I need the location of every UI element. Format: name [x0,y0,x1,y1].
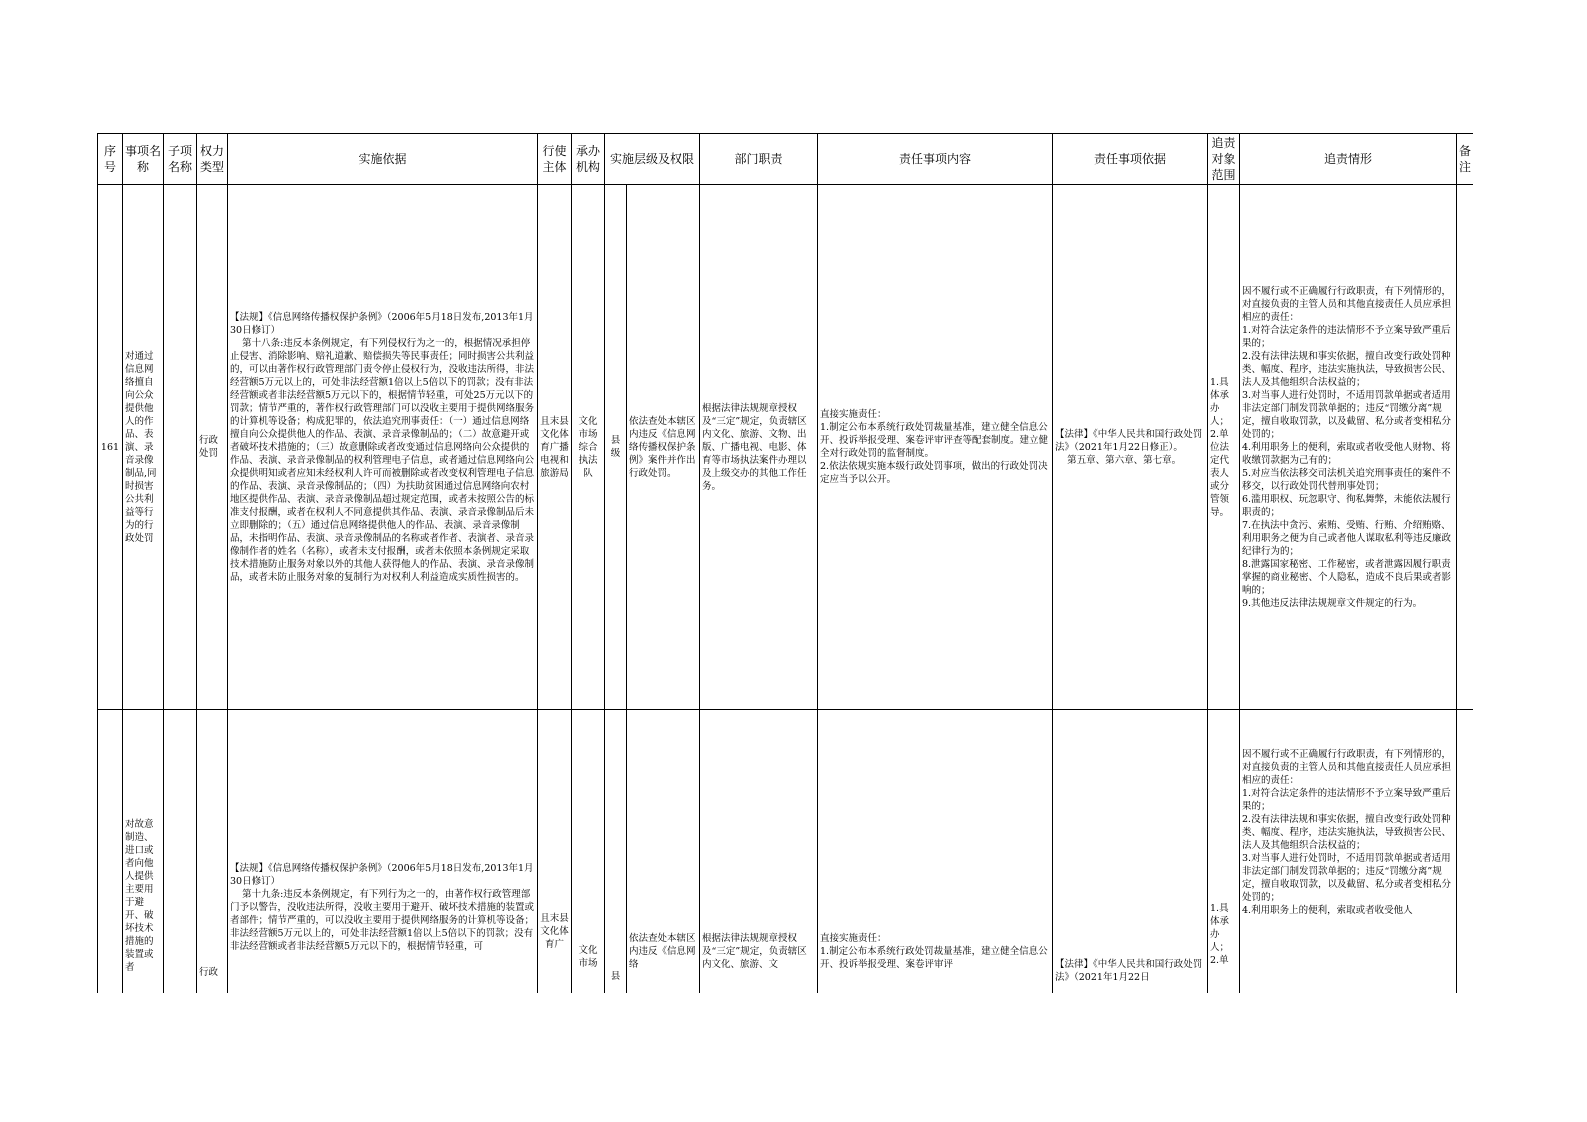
header-row [98,134,1474,185]
cell-resp-basis [1053,710,1208,994]
cell-agency: 文化市场综合执法队 [572,185,605,710]
cell-seq: 161 [98,185,123,710]
cell-accountability-text: 因不履行或不正确履行行政职责，有下列情形的，对直接负责的主管人员和其他直接责任人员应承担相应的责任： 1.对符合法定条件的违法情形不予立案导致严重后果的； 2.没有法律法规和事实依据，擅自改变行政处罚种类、幅度、程序，违法实施执法，导致损害公民、法人及其他组织合法权益的； 3.对当事人进行处罚时，不适用罚款单据或者适用非法定部门制发罚款单据的；违反“罚缴分离”规定，擅自收取罚款，以及截留、私分或者变相私分处罚的； 4.利用职务上的便利，索取或者收受他人 [1242,749,1452,916]
cell-level-power: 依法查处本辖区内违反《信息网络传播权保护条例》案件并作出行政处罚。 [627,185,700,710]
cell-level-text: 县 [610,971,621,982]
header-sub-item: 子项名称 [164,134,197,185]
cell-resp-content-text: 直接实施责任： 1.制定公布本系统行政处罚裁量基准，建立健全信息公开、投诉举报受理、案卷评审评 [820,933,1048,970]
cell-subject: 且末县文化体育广播电视和旅游局 [538,185,572,710]
power-list-table [97,133,1473,993]
header-accountability: 追责情形 [1240,134,1457,185]
cell-dept-duty [700,710,818,994]
table-row [98,185,1474,710]
header-basis: 实施依据 [228,134,538,185]
cell-subject-text: 且末县文化体育广 [540,913,569,950]
header-power-type: 权力类型 [197,134,228,185]
table-row [98,710,1474,994]
header-agency: 承办机构 [572,134,605,185]
cell-note [1457,185,1473,710]
header-scope: 追责对象范围 [1208,134,1240,185]
cell-accountability: 因不履行或不正确履行行政职责，有下列情形的，对直接负责的主管人员和其他直接责任人员应承担相应的责任： 1.对符合法定条件的违法情形不予立案导致严重后果的； 2.没有法律法规和事实依据，擅自改变行政处罚种类、幅度、程序，违法实施执法，导致损害公民、法人及其他组织合法权益的； 3.对当事人进行处罚时，不适用罚款单据或者适用非法定部门制发罚款单据的；违反“罚缴分离”规定，擅自收取罚款，以及截留、私分或者变相私分处罚的； 4.利用职务上的便利，索取或者收受他人财物、将收缴罚款据为己有的； 5.对应当依法移交司法机关追究刑事责任的案件不移交，以行政处罚代替刑事处罚； 6.滥用职权、玩忽职守、徇私舞弊，未能依法履行职责的； 7.在执法中贪污、索贿、受贿、行贿、介绍贿赂、利用职务之便为自己或者他人谋取私利等违反廉政纪律行为的； 8.泄露国家秘密、工作秘密，或者泄露因履行职责掌握的商业秘密、个人隐私，造成不良后果或者影响的； 9.其他违反法律法规规章文件规定的行为。 [1240,185,1457,710]
cell-resp-content: 直接实施责任： 1.制定公布本系统行政处罚裁量基准，建立健全信息公开、投诉举报受理、案卷评审评查等配套制度。建立健全对行政处罚的监督制度。 2.依法依规实施本级行政处罚事项，做出的行政处罚决定应当予以公开。 [818,185,1053,710]
cell-level-power-text: 依法查处本辖区内违反《信息网络 [629,933,696,970]
cell-power-type: 行政处罚 [197,185,228,710]
cell-note [1457,710,1473,994]
table-sheet [97,133,1473,993]
cell-level-power [627,710,700,994]
header-resp-content: 责任事项内容 [818,134,1053,185]
cell-level [605,710,627,994]
cell-resp-basis: 【法律】《中华人民共和国行政处罚法》（2021年1月22日修正）。 第五章、第六章、第七章。 [1053,185,1208,710]
cell-seq [98,710,123,994]
cell-sub-item [164,185,197,710]
header-note: 备注 [1457,134,1473,185]
cell-scope-text: 1.具体承办人；2.单 [1210,903,1230,966]
cell-scope [1208,710,1240,994]
cell-resp-basis-text: 【法律】《中华人民共和国行政处罚法》（2021年1月22日 [1055,959,1203,983]
cell-power-type [197,710,228,994]
cell-power-type-text: 行政 [199,967,219,978]
cell-sub-item [164,710,197,994]
header-seq: 序号 [98,134,123,185]
cell-scope: 1.具体承办人；2.单位法定代表人或分管领导。 [1208,185,1240,710]
header-resp-basis: 责任事项依据 [1053,134,1208,185]
cell-agency [572,710,605,994]
cell-agency-text: 文化市场 [578,945,598,969]
cell-basis-text: 【法规】《信息网络传播权保护条例》（2006年5月18日发布,2013年1月30日修订） 第十九条:违反本条例规定，有下列行为之一的，由著作权行政管理部门予以警告，没收违法所得，没收主要用于避开、破坏技术措施的装置或者部件；情节严重的，可以没收主要用于提供网络服务的计算机等设备；非法经营额5万元以上的，可处非法经营额1倍以上5倍以下的罚款；没有非法经营额或者非法经营额5万元以下的，根据情节轻重，可 [230,863,535,952]
cell-accountability [1240,710,1457,994]
cell-level: 县级 [605,185,627,710]
cell-dept-duty-text: 根据法律法规规章授权及“三定”规定，负责辖区内文化、旅游、文 [702,933,807,970]
header-subject: 行使主体 [538,134,572,185]
cell-item-name-text: 对故意制造、进口或者向他人提供主要用于避开、破坏技术措施的装置或者 [125,819,154,973]
cell-basis: 【法规】《信息网络传播权保护条例》（2006年5月18日发布,2013年1月30日修订） 第十八条:违反本条例规定，有下列侵权行为之一的，根据情况承担停止侵害、消除影响、赔礼道歉、赔偿损失等民事责任；同时损害公共利益的，可以由著作权行政管理部门责令停止侵权行为，没收违法所得，非法经营额5万元以上的，可处非法经营额1倍以上5倍以下的罚款；没有非法经营额或者非法经营额5万元以下的，根据情节轻重，可处25万元以下的罚款；情节严重的，著作权行政管理部门可以没收主要用于提供网络服务的计算机等设备；构成犯罪的，依法追究刑事责任：（一）通过信息网络擅自向公众提供他人的作品、表演、录音录像制品的；（二）故意避开或者破坏技术措施的；（三）故意删除或者改变通过信息网络向公众提供的作品、表演、录音录像制品的权利管理电子信息，或者通过信息网络向公众提供明知或者应知未经权利人许可而被删除或者改变权利管理电子信息的作品、表演、录音录像制品的；（四）为扶助贫困通过信息网络向农村地区提供作品、表演、录音录像制品超过规定范围，或者未按照公告的标准支付报酬，或者在权利人不同意提供其作品、表演、录音录像制品后未立即删除的；（五）通过信息网络提供他人的作品、表演、录音录像制品，未指明作品、表演、录音录像制品的名称或者作者、表演者、录音录像制作者的姓名（名称），或者未支付报酬，或者未依照本条例规定采取技术措施防止服务对象以外的其他人获得他人的作品、表演、录音录像制品，或者未防止服务对象的复制行为对权利人利益造成实质性损害的。 [228,185,538,710]
cell-item-name [123,710,164,994]
cell-basis [228,710,538,994]
cell-dept-duty: 根据法律法规规章授权及“三定”规定，负责辖区内文化、旅游、文物、出版、广播电视、电影、体育等市场执法案件办理以及上级交办的其他工作任务。 [700,185,818,710]
header-level: 实施层级及权限 [605,134,700,185]
cell-item-name: 对通过信息网络擅自向公众提供他人的作品、表演、录音录像制品,同时损害公共利益等行为的行政处罚 [123,185,164,710]
header-dept-duty: 部门职责 [700,134,818,185]
cell-resp-content [818,710,1053,994]
cell-subject [538,710,572,994]
header-item-name: 事项名称 [123,134,164,185]
